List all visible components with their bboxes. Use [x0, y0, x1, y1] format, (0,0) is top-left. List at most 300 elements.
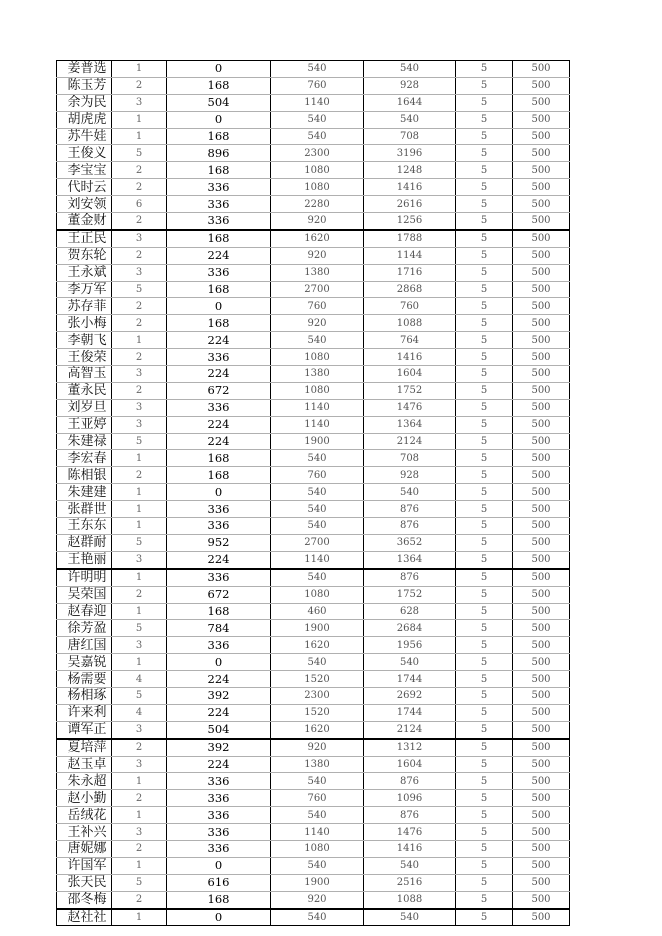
rate-cell: 5: [456, 637, 513, 654]
name-cell: 许国军: [57, 857, 112, 874]
table-row: [57, 467, 570, 484]
amount-cell: 1080: [271, 586, 364, 603]
name-cell: 杨需要: [57, 671, 112, 688]
rate-cell: 5: [456, 61, 513, 78]
rate-cell: 5: [456, 450, 513, 467]
name-cell: 姜普选: [57, 61, 112, 78]
standard-cell: 500: [513, 399, 570, 416]
name-cell: 吴荣国: [57, 586, 112, 603]
amount-cell: 2280: [271, 196, 364, 213]
count-cell: 1: [112, 111, 167, 128]
name-cell: 胡虎虎: [57, 111, 112, 128]
standard-cell: 500: [513, 687, 570, 704]
table-row: [57, 281, 570, 298]
rate-cell: 5: [456, 433, 513, 450]
count-cell: 1: [112, 128, 167, 145]
amount-cell: 760: [271, 298, 364, 315]
table-row: [57, 551, 570, 568]
table-row: [57, 77, 570, 94]
amount-cell: 1620: [271, 230, 364, 247]
count-cell: 1: [112, 484, 167, 501]
value-cell: 224: [167, 551, 271, 568]
name-cell: 张群世: [57, 501, 112, 518]
standard-cell: 500: [513, 111, 570, 128]
rate-cell: 5: [456, 518, 513, 535]
count-cell: 3: [112, 756, 167, 773]
standard-cell: 500: [513, 756, 570, 773]
rate-cell: 5: [456, 501, 513, 518]
count-cell: 2: [112, 315, 167, 332]
value-cell: 224: [167, 756, 271, 773]
name-cell: 余为民: [57, 94, 112, 111]
amount-cell: 540: [271, 450, 364, 467]
total-cell: 540: [364, 484, 456, 501]
value-cell: 168: [167, 467, 271, 484]
standard-cell: 500: [513, 909, 570, 926]
name-cell: 苏存菲: [57, 298, 112, 315]
table-row: [57, 94, 570, 111]
name-cell: 王艳丽: [57, 551, 112, 568]
total-cell: 1476: [364, 399, 456, 416]
total-cell: 1096: [364, 790, 456, 807]
total-cell: 540: [364, 61, 456, 78]
count-cell: 2: [112, 586, 167, 603]
total-cell: 1956: [364, 637, 456, 654]
count-cell: 5: [112, 620, 167, 637]
rate-cell: 5: [456, 230, 513, 247]
value-cell: 392: [167, 687, 271, 704]
total-cell: 2868: [364, 281, 456, 298]
standard-cell: 500: [513, 569, 570, 586]
rate-cell: 5: [456, 807, 513, 824]
rate-cell: 5: [456, 399, 513, 416]
name-cell: 许来利: [57, 704, 112, 721]
value-cell: 0: [167, 909, 271, 926]
total-cell: 1604: [364, 756, 456, 773]
table-row: [57, 416, 570, 433]
count-cell: 3: [112, 230, 167, 247]
table-row: [57, 349, 570, 366]
table-row: [57, 840, 570, 857]
total-cell: 760: [364, 298, 456, 315]
amount-cell: 540: [271, 773, 364, 790]
total-cell: 876: [364, 807, 456, 824]
value-cell: 224: [167, 671, 271, 688]
value-cell: 0: [167, 111, 271, 128]
name-cell: 许明明: [57, 569, 112, 586]
rate-cell: 5: [456, 687, 513, 704]
total-cell: 764: [364, 332, 456, 349]
standard-cell: 500: [513, 349, 570, 366]
amount-cell: 540: [271, 518, 364, 535]
value-cell: 0: [167, 484, 271, 501]
count-cell: 1: [112, 857, 167, 874]
amount-cell: 540: [271, 61, 364, 78]
count-cell: 2: [112, 467, 167, 484]
value-cell: 392: [167, 739, 271, 756]
standard-cell: 500: [513, 773, 570, 790]
amount-cell: 1620: [271, 721, 364, 738]
rate-cell: 5: [456, 620, 513, 637]
name-cell: 王俊荣: [57, 349, 112, 366]
rate-cell: 5: [456, 704, 513, 721]
standard-cell: 500: [513, 264, 570, 281]
value-cell: 168: [167, 281, 271, 298]
data-table: [56, 60, 570, 926]
standard-cell: 500: [513, 551, 570, 568]
table-row: [57, 196, 570, 213]
count-cell: 2: [112, 739, 167, 756]
amount-cell: 1380: [271, 756, 364, 773]
standard-cell: 500: [513, 518, 570, 535]
name-cell: 岳绒花: [57, 807, 112, 824]
amount-cell: 760: [271, 77, 364, 94]
name-cell: 王俊义: [57, 145, 112, 162]
value-cell: 952: [167, 534, 271, 551]
name-cell: 刘岁旦: [57, 399, 112, 416]
standard-cell: 500: [513, 501, 570, 518]
table-row: [57, 654, 570, 671]
standard-cell: 500: [513, 840, 570, 857]
value-cell: 0: [167, 298, 271, 315]
standard-cell: 500: [513, 281, 570, 298]
name-cell: 贺东轮: [57, 247, 112, 264]
rate-cell: 5: [456, 586, 513, 603]
amount-cell: 2300: [271, 687, 364, 704]
rate-cell: 5: [456, 111, 513, 128]
value-cell: 224: [167, 366, 271, 383]
count-cell: 3: [112, 399, 167, 416]
table-row: [57, 382, 570, 399]
standard-cell: 500: [513, 637, 570, 654]
table-row: [57, 687, 570, 704]
value-cell: 0: [167, 654, 271, 671]
amount-cell: 2300: [271, 145, 364, 162]
count-cell: 5: [112, 534, 167, 551]
rate-cell: 5: [456, 179, 513, 196]
table-row: [57, 450, 570, 467]
count-cell: 4: [112, 704, 167, 721]
amount-cell: 540: [271, 111, 364, 128]
amount-cell: 1080: [271, 349, 364, 366]
rate-cell: 5: [456, 654, 513, 671]
amount-cell: 1380: [271, 264, 364, 281]
count-cell: 5: [112, 874, 167, 891]
standard-cell: 500: [513, 874, 570, 891]
total-cell: 1364: [364, 416, 456, 433]
count-cell: 3: [112, 264, 167, 281]
total-cell: 708: [364, 450, 456, 467]
table-row: [57, 264, 570, 281]
rate-cell: 5: [456, 467, 513, 484]
value-cell: 504: [167, 94, 271, 111]
standard-cell: 500: [513, 790, 570, 807]
value-cell: 0: [167, 61, 271, 78]
table-row: [57, 230, 570, 247]
count-cell: 3: [112, 416, 167, 433]
amount-cell: 1140: [271, 416, 364, 433]
count-cell: 3: [112, 366, 167, 383]
amount-cell: 920: [271, 213, 364, 230]
total-cell: 1256: [364, 213, 456, 230]
total-cell: 540: [364, 909, 456, 926]
table-row: [57, 366, 570, 383]
name-cell: 唐红国: [57, 637, 112, 654]
rate-cell: 5: [456, 857, 513, 874]
name-cell: 王永斌: [57, 264, 112, 281]
rate-cell: 5: [456, 281, 513, 298]
name-cell: 王东东: [57, 518, 112, 535]
count-cell: 2: [112, 349, 167, 366]
standard-cell: 500: [513, 77, 570, 94]
rate-cell: 5: [456, 909, 513, 926]
count-cell: 1: [112, 61, 167, 78]
name-cell: 董金财: [57, 213, 112, 230]
table-row: [57, 790, 570, 807]
standard-cell: 500: [513, 654, 570, 671]
count-cell: 1: [112, 807, 167, 824]
name-cell: 朱永超: [57, 773, 112, 790]
value-cell: 336: [167, 518, 271, 535]
total-cell: 2684: [364, 620, 456, 637]
rate-cell: 5: [456, 551, 513, 568]
table-row: [57, 111, 570, 128]
total-cell: 1088: [364, 315, 456, 332]
amount-cell: 1080: [271, 162, 364, 179]
count-cell: 1: [112, 450, 167, 467]
count-cell: 2: [112, 891, 167, 908]
count-cell: 2: [112, 162, 167, 179]
value-cell: 336: [167, 264, 271, 281]
table-row: [57, 298, 570, 315]
rate-cell: 5: [456, 534, 513, 551]
standard-cell: 500: [513, 891, 570, 908]
table-row: [57, 247, 570, 264]
rate-cell: 5: [456, 484, 513, 501]
count-cell: 5: [112, 433, 167, 450]
standard-cell: 500: [513, 603, 570, 620]
table-row: [57, 857, 570, 874]
count-cell: 5: [112, 145, 167, 162]
count-cell: 5: [112, 281, 167, 298]
total-cell: 928: [364, 77, 456, 94]
table-row: [57, 484, 570, 501]
rate-cell: 5: [456, 77, 513, 94]
rate-cell: 5: [456, 416, 513, 433]
standard-cell: 500: [513, 298, 570, 315]
total-cell: 876: [364, 518, 456, 535]
amount-cell: 920: [271, 891, 364, 908]
count-cell: 2: [112, 247, 167, 264]
rate-cell: 5: [456, 94, 513, 111]
value-cell: 336: [167, 790, 271, 807]
standard-cell: 500: [513, 315, 570, 332]
name-cell: 赵群耐: [57, 534, 112, 551]
standard-cell: 500: [513, 433, 570, 450]
amount-cell: 1140: [271, 824, 364, 841]
standard-cell: 500: [513, 450, 570, 467]
amount-cell: 920: [271, 315, 364, 332]
total-cell: 1364: [364, 551, 456, 568]
value-cell: 336: [167, 773, 271, 790]
value-cell: 336: [167, 501, 271, 518]
value-cell: 168: [167, 162, 271, 179]
total-cell: 3196: [364, 145, 456, 162]
name-cell: 李宝宝: [57, 162, 112, 179]
total-cell: 1248: [364, 162, 456, 179]
name-cell: 刘安领: [57, 196, 112, 213]
standard-cell: 500: [513, 739, 570, 756]
table-row: [57, 891, 570, 908]
value-cell: 336: [167, 196, 271, 213]
table-body: [57, 61, 570, 926]
name-cell: 代时云: [57, 179, 112, 196]
rate-cell: 5: [456, 671, 513, 688]
name-cell: 邵冬梅: [57, 891, 112, 908]
rate-cell: 5: [456, 264, 513, 281]
total-cell: 708: [364, 128, 456, 145]
table-row: [57, 128, 570, 145]
count-cell: 2: [112, 840, 167, 857]
name-cell: 陈玉芳: [57, 77, 112, 94]
value-cell: 672: [167, 586, 271, 603]
total-cell: 1416: [364, 179, 456, 196]
amount-cell: 920: [271, 739, 364, 756]
rate-cell: 5: [456, 756, 513, 773]
rate-cell: 5: [456, 790, 513, 807]
standard-cell: 500: [513, 128, 570, 145]
total-cell: 2124: [364, 433, 456, 450]
total-cell: 628: [364, 603, 456, 620]
value-cell: 224: [167, 704, 271, 721]
count-cell: 2: [112, 790, 167, 807]
rate-cell: 5: [456, 128, 513, 145]
name-cell: 董永民: [57, 382, 112, 399]
total-cell: 1752: [364, 382, 456, 399]
name-cell: 杨相琢: [57, 687, 112, 704]
amount-cell: 540: [271, 484, 364, 501]
value-cell: 168: [167, 128, 271, 145]
amount-cell: 540: [271, 332, 364, 349]
count-cell: 1: [112, 332, 167, 349]
standard-cell: 500: [513, 213, 570, 230]
amount-cell: 2700: [271, 534, 364, 551]
rate-cell: 5: [456, 315, 513, 332]
value-cell: 504: [167, 721, 271, 738]
count-cell: 2: [112, 77, 167, 94]
standard-cell: 500: [513, 721, 570, 738]
amount-cell: 540: [271, 909, 364, 926]
standard-cell: 500: [513, 179, 570, 196]
rate-cell: 5: [456, 891, 513, 908]
name-cell: 张小梅: [57, 315, 112, 332]
amount-cell: 1900: [271, 620, 364, 637]
total-cell: 2124: [364, 721, 456, 738]
total-cell: 1476: [364, 824, 456, 841]
table-row: [57, 501, 570, 518]
count-cell: 1: [112, 773, 167, 790]
name-cell: 朱建建: [57, 484, 112, 501]
total-cell: 1744: [364, 704, 456, 721]
name-cell: 李宏春: [57, 450, 112, 467]
standard-cell: 500: [513, 247, 570, 264]
table-row: [57, 162, 570, 179]
count-cell: 2: [112, 179, 167, 196]
name-cell: 高智玉: [57, 366, 112, 383]
amount-cell: 760: [271, 790, 364, 807]
amount-cell: 540: [271, 654, 364, 671]
standard-cell: 500: [513, 366, 570, 383]
amount-cell: 760: [271, 467, 364, 484]
name-cell: 朱建禄: [57, 433, 112, 450]
name-cell: 李朝飞: [57, 332, 112, 349]
total-cell: 2616: [364, 196, 456, 213]
rate-cell: 5: [456, 721, 513, 738]
table-row: [57, 874, 570, 891]
rate-cell: 5: [456, 298, 513, 315]
value-cell: 672: [167, 382, 271, 399]
name-cell: 王正民: [57, 230, 112, 247]
name-cell: 夏培萍: [57, 739, 112, 756]
amount-cell: 1380: [271, 366, 364, 383]
value-cell: 168: [167, 77, 271, 94]
total-cell: 2516: [364, 874, 456, 891]
rate-cell: 5: [456, 773, 513, 790]
name-cell: 王补兴: [57, 824, 112, 841]
amount-cell: 540: [271, 501, 364, 518]
count-cell: 2: [112, 213, 167, 230]
table-row: [57, 807, 570, 824]
rate-cell: 5: [456, 145, 513, 162]
rate-cell: 5: [456, 603, 513, 620]
amount-cell: 1080: [271, 382, 364, 399]
value-cell: 168: [167, 450, 271, 467]
amount-cell: 1140: [271, 94, 364, 111]
standard-cell: 500: [513, 145, 570, 162]
amount-cell: 1140: [271, 551, 364, 568]
table-row: [57, 671, 570, 688]
total-cell: 2692: [364, 687, 456, 704]
name-cell: 赵社社: [57, 909, 112, 926]
value-cell: 336: [167, 399, 271, 416]
name-cell: 赵春迎: [57, 603, 112, 620]
value-cell: 168: [167, 230, 271, 247]
value-cell: 784: [167, 620, 271, 637]
count-cell: 3: [112, 824, 167, 841]
standard-cell: 500: [513, 416, 570, 433]
table-row: [57, 704, 570, 721]
name-cell: 谭军正: [57, 721, 112, 738]
amount-cell: 1620: [271, 637, 364, 654]
rate-cell: 5: [456, 332, 513, 349]
value-cell: 896: [167, 145, 271, 162]
value-cell: 336: [167, 824, 271, 841]
amount-cell: 1520: [271, 671, 364, 688]
total-cell: 1312: [364, 739, 456, 756]
table-row: [57, 637, 570, 654]
count-cell: 1: [112, 569, 167, 586]
rate-cell: 5: [456, 213, 513, 230]
name-cell: 赵玉卓: [57, 756, 112, 773]
value-cell: 0: [167, 857, 271, 874]
standard-cell: 500: [513, 704, 570, 721]
table-row: [57, 399, 570, 416]
count-cell: 1: [112, 654, 167, 671]
total-cell: 3652: [364, 534, 456, 551]
table-row: [57, 909, 570, 926]
table-row: [57, 603, 570, 620]
total-cell: 876: [364, 501, 456, 518]
